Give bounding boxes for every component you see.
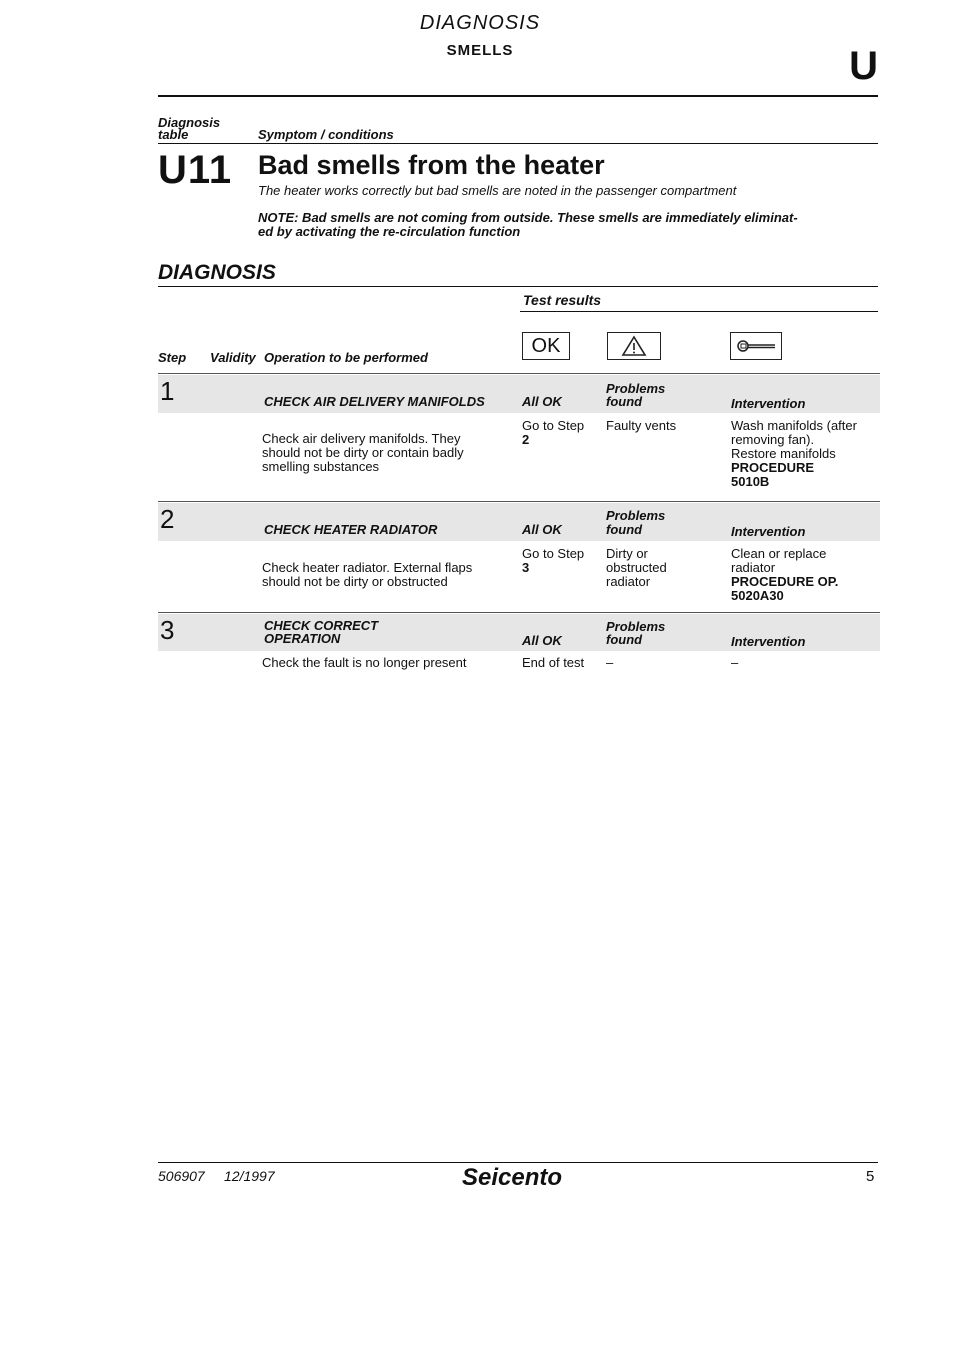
step-1-problems: Problems — [606, 381, 666, 396]
step-3-problem-result: – — [606, 655, 614, 670]
label-rule — [158, 143, 878, 144]
symptom-label: Symptom / conditions — [258, 127, 394, 142]
step-2-rule — [158, 501, 880, 502]
step-3-all-ok: All OK — [522, 633, 562, 648]
step-3-number: 3 — [160, 615, 175, 645]
warning-triangle-glyph — [621, 335, 647, 357]
test-results-rule — [520, 311, 878, 312]
step-1-procedure: PROCEDURE — [731, 460, 815, 475]
step-1-operation: Check air delivery manifolds. They should not be dirty or contain badly smelling substances — [262, 431, 464, 474]
step-1-found: found — [606, 394, 643, 409]
footer-page-number: 5 — [866, 1168, 875, 1185]
step-1-intervention-text: Wash manifolds (after removing fan). Restore manifolds PROCEDURE 5010B — [731, 418, 857, 489]
symptom-title: Bad smells from the heater — [258, 150, 605, 180]
wrench-glyph — [735, 339, 777, 353]
step-2-check: CHECK HEATER RADIATOR — [264, 522, 438, 537]
header-rule — [158, 95, 878, 97]
section-letter: U — [849, 44, 878, 88]
symptom-description: The heater works correctly but bad smells are noted in the passenger compartment — [258, 183, 737, 198]
step-2-intervention: Intervention — [731, 524, 806, 539]
step-1-intervention: Intervention — [731, 396, 806, 411]
step-2-intervention-text: Clean or replace radiator PROCEDURE OP. 5020A30 — [731, 546, 839, 603]
footer-doc-number: 506907 — [158, 1168, 205, 1184]
step-2-found: found — [606, 522, 643, 537]
step-3-intervention: Intervention — [731, 634, 806, 649]
col-validity: Validity — [210, 350, 256, 365]
step-2-number: 2 — [160, 504, 175, 534]
step-1-rule — [158, 373, 880, 374]
step-1-problem-result: Faulty vents — [606, 418, 677, 433]
step-3-rule — [158, 612, 880, 613]
col-operation: Operation to be performed — [264, 350, 428, 365]
wrench-tool-icon — [730, 332, 782, 360]
symptom-code: U11 — [158, 148, 233, 192]
header-subtitle: SMELLS — [446, 42, 514, 59]
step-3-found: found — [606, 632, 643, 647]
step-3-check-line-2: OPERATION — [264, 631, 341, 646]
col-step: Step — [158, 350, 187, 365]
step-1-number: 1 — [160, 376, 175, 406]
step-2-operation: Check heater radiator. External flaps should not be dirty or obstructed — [262, 560, 473, 589]
ok-icon: OK — [522, 332, 570, 360]
step-3-ok-result: End of test — [522, 655, 585, 670]
diagnosis-table-label-2: table — [158, 127, 189, 142]
step-2-problems: Problems — [606, 508, 666, 523]
step-3-problems: Problems — [606, 619, 666, 634]
footer-brand-logo: Seicento — [462, 1164, 563, 1191]
diagnosis-heading: DIAGNOSIS — [158, 261, 276, 284]
step-3-intervention-text: – — [731, 655, 739, 670]
step-3-operation: Check the fault is no longer present — [262, 655, 467, 670]
diagnosis-rule — [158, 286, 878, 287]
note-line-1: NOTE: Bad smells are not coming from outside. These smells are immediately eliminat- — [258, 210, 798, 225]
test-results-label: Test results — [523, 292, 602, 308]
header-title: DIAGNOSIS — [419, 12, 541, 34]
note-line-2: ed by activating the re-circulation function — [258, 224, 521, 239]
step-2-ok-result: Go to Step 3 — [522, 546, 585, 575]
step-2-all-ok: All OK — [522, 522, 562, 537]
warning-triangle-icon — [607, 332, 661, 360]
diagnosis-table-label-1: Diagnosis — [158, 115, 221, 130]
footer-date: 12/1997 — [224, 1168, 275, 1184]
footer-rule — [158, 1162, 878, 1163]
symptom-note — [258, 211, 878, 239]
step-3-check-line-1: CHECK CORRECT — [264, 618, 379, 633]
step-1-all-ok: All OK — [522, 394, 562, 409]
step-1-check: CHECK AIR DELIVERY MANIFOLDS — [264, 394, 485, 409]
step-1-ok-result: Go to Step 2 — [522, 418, 585, 447]
step-2-problem-result: Dirty or obstructed radiator — [606, 546, 667, 589]
step-2-procedure: PROCEDURE OP. — [731, 574, 839, 589]
